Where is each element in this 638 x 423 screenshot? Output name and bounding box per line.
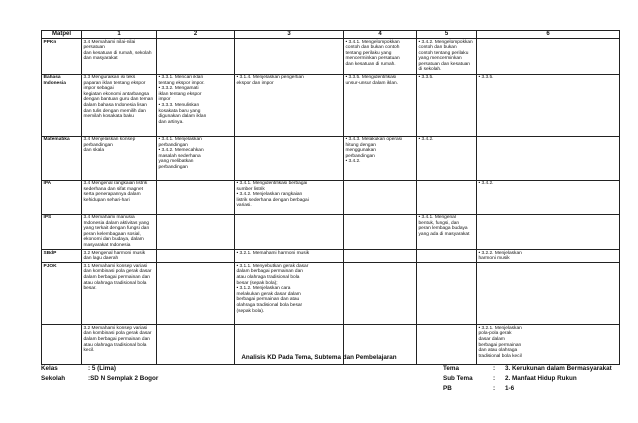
header-col-4: 4	[344, 31, 417, 39]
cell-text-line: olahraga tradisional bola besar	[236, 302, 303, 308]
cell-text-line: kosakata baru yang	[158, 108, 201, 114]
footer-tema-row	[443, 364, 612, 374]
table-header-row	[42, 31, 620, 39]
cell-text-line: • 3.4.2.	[345, 159, 361, 165]
cell-text-line: masyarakat Indonesia	[83, 243, 131, 249]
cell-col-4	[344, 250, 417, 263]
cell-text-line: dalam berbagai permainan dan	[236, 269, 303, 275]
cell-text-line: • 3.1.2. Menjelaskan cara	[236, 286, 291, 292]
subtema-value: 2. Manfaat Hidup Rukun	[505, 375, 577, 382]
subject-cell: SBdP	[42, 250, 82, 263]
sekolah-label: Sekolah	[41, 375, 66, 382]
cell-col-6	[477, 250, 620, 263]
cell-text-line: peran kelembagaan sosial,	[83, 231, 141, 237]
cell-text-line: • 3.2.1. Memahami harmoni musik	[236, 250, 310, 256]
cell-col-1	[82, 136, 157, 180]
cell-col-4	[344, 39, 417, 75]
table-row	[42, 180, 620, 214]
cell-text-line: persatuan dan kesatuan	[418, 61, 470, 67]
cell-text-line: dan kesatuan di rumah, sekolah	[83, 50, 152, 56]
kd-analysis-table	[41, 30, 620, 365]
cell-text-line: bentuk, fungsi, dan	[418, 220, 460, 226]
cell-text-line: mencerminkan persatuan	[345, 56, 400, 62]
cell-col-5	[417, 74, 477, 136]
cell-col-5	[417, 250, 477, 263]
cell-text-line: menggunakan	[345, 148, 376, 154]
cell-text-line: • 3.3.5.	[418, 75, 434, 81]
cell-text-line: listrik sederhana dengan berbagai	[236, 197, 309, 203]
cell-text-line: perbandingan	[158, 165, 188, 171]
subject-cell: Matematika	[42, 136, 82, 180]
cell-col-6	[477, 136, 620, 180]
cell-text-line: 3.2 Memahami konsep variasi	[83, 325, 148, 331]
table-caption: Analisis KD Pada Tema, Subtema dan Pembelajaran	[241, 354, 397, 361]
table-row	[42, 74, 620, 136]
cell-text-line: serta penerapannya dalam	[83, 192, 141, 198]
tema-value: 3. Kerukunan dalam Bermasyarakat	[505, 365, 612, 372]
cell-col-6	[477, 74, 620, 136]
cell-col-3	[235, 136, 344, 180]
cell-text-line: • 3.4.2. Mengelompokkan	[418, 39, 473, 45]
cell-text-line: hitung dengan	[345, 142, 376, 148]
cell-col-3	[235, 250, 344, 263]
subtema-label: Sub Tema	[443, 375, 473, 382]
cell-text-line: • 3.4.2.	[478, 181, 494, 187]
cell-text-line: 3.4 Memahami manusia	[83, 215, 135, 221]
cell-text-line: • 3.4.1. Mengidentifikasi berbagai	[236, 181, 308, 187]
cell-text-line: 3.3 Menguraikan isi teks	[83, 75, 136, 81]
cell-col-1	[82, 250, 157, 263]
sekolah-value: :SD N Semplak 2 Bogor	[88, 375, 159, 382]
cell-text-line: dasar dalam	[478, 337, 505, 342]
subject-cell: IPS	[42, 214, 82, 250]
cell-text-line: contoh tentang perilaku	[418, 50, 469, 56]
cell-text-line: peran lembaga budaya	[418, 226, 468, 232]
cell-col-6	[477, 180, 620, 214]
cell-text-line: yang melibatkan	[158, 159, 194, 165]
table-body	[42, 39, 620, 365]
tema-colon: :	[493, 365, 496, 372]
cell-text-line: contoh dan bukan contoh	[345, 45, 400, 51]
cell-text-line: impor	[158, 97, 171, 103]
cell-col-2	[157, 250, 235, 263]
cell-text-line: pola-pola gerak	[478, 331, 512, 337]
cell-text-line: sederhana dan sifat magnet	[83, 186, 143, 192]
cell-text-line: • 3.1.4. Menjelaskan pengertian	[236, 75, 304, 81]
cell-text-line: • 3.2.1. Menjelaskan	[478, 325, 522, 331]
header-col-1: 1	[82, 31, 157, 39]
cell-text-line: • 3.2.2. Menjelaskan	[478, 250, 522, 256]
cell-text-line: 3.4 Menjelaskan konsep	[83, 137, 136, 143]
subject-cell: Bahasa Indonesia	[42, 74, 82, 136]
header-col-5: 5	[417, 31, 477, 39]
footer-subtema-row	[443, 374, 612, 384]
table-row	[42, 39, 620, 75]
cell-col-2	[157, 136, 235, 180]
pb-colon: :	[493, 385, 496, 392]
cell-text-line: dan skala	[83, 148, 105, 154]
cell-text-line: • 3.3.2. Mengamati	[158, 86, 199, 92]
cell-col-6	[477, 263, 620, 325]
cell-col-3	[235, 214, 344, 250]
cell-col-1	[82, 263, 157, 325]
cell-col-1	[82, 39, 157, 75]
cell-text-line: dan lagu daerah	[83, 256, 119, 262]
cell-text-line: dalam berbagai permainan dan	[83, 337, 150, 342]
pb-label: PB	[443, 385, 452, 392]
cell-col-2	[157, 180, 235, 214]
header-matpel: Matpel	[42, 31, 82, 39]
cell-text-line: 3.1 Memahami konsep variasi	[83, 263, 148, 269]
cell-text-line: • 3.3.5. Mengidentifikasi	[345, 75, 397, 81]
cell-text-line: dan artinya.	[158, 119, 184, 125]
cell-text-line: dan atau olahraga	[478, 348, 518, 354]
cell-text-line: tentang perilaku yang	[345, 50, 392, 56]
cell-text-line: sumber listrik	[236, 186, 265, 192]
cell-text-line: kegiatan ekonomi antarbangsa	[83, 91, 150, 97]
cell-text-line: dalam bahasa Indonesia lisan	[83, 103, 147, 109]
tema-label: Tema	[443, 365, 459, 372]
cell-text-line: • 3.4.1. Mengelompokkan	[345, 39, 400, 45]
kelas-value: : 5 (Lima)	[88, 365, 116, 372]
cell-text-line: dan tulis dengan memilih dan	[83, 108, 146, 114]
footer-left	[41, 364, 158, 384]
cell-text-line: berbagai permainan dan atau	[236, 297, 300, 303]
cell-text-line: • 3.4.1. Menjelaskan	[158, 137, 202, 143]
footer-sekolah-row	[41, 374, 158, 384]
cell-col-4	[344, 74, 417, 136]
cell-text-line: tentang ekspor impor.	[158, 80, 205, 86]
cell-text-line: atau olahraga tradisional bola	[83, 280, 147, 286]
cell-text-line: • 3.4.1. Mengenal	[418, 215, 456, 221]
cell-col-3	[235, 180, 344, 214]
cell-text-line: 3.2 Mengenal harmoni musik	[83, 250, 146, 256]
cell-text-line: tradisional bola kecil	[478, 353, 522, 359]
cell-text-line: yang ada di masyarakat	[418, 231, 470, 237]
cell-text-line: (sepak bola).	[236, 308, 265, 314]
cell-text-line: • 3.3.5.	[478, 75, 494, 81]
table-row	[42, 136, 620, 180]
cell-text-line: iklan tentang ekspor	[158, 91, 202, 97]
cell-text-line: harmoni musik	[478, 256, 510, 262]
cell-text-line: masalah sederhana	[158, 153, 201, 159]
cell-text-line: kecil.	[83, 348, 95, 354]
cell-text-line: perbandingan	[83, 142, 113, 148]
cell-col-6	[477, 214, 620, 250]
cell-text-line: • 3.4.3. Melakukan operasi	[345, 137, 403, 143]
cell-text-line: impor sebagai	[83, 86, 114, 92]
table-row	[42, 214, 620, 250]
cell-col-4	[344, 180, 417, 214]
cell-col-2	[157, 39, 235, 75]
cell-text-line: • 3.3.1. Mencari iklan	[158, 75, 204, 81]
cell-text-line: di sekolah.	[418, 67, 442, 73]
cell-col-5	[417, 136, 477, 180]
cell-col-1	[82, 74, 157, 136]
cell-text-line: perbandingan	[345, 153, 375, 159]
cell-text-line: besar (sepak bola);	[236, 280, 278, 286]
cell-col-3	[235, 74, 344, 136]
cell-col-1	[82, 180, 157, 214]
cell-text-line: • 3.4.2. Memecahkan	[158, 148, 204, 154]
cell-text-line: digunakan dalam iklan	[158, 114, 207, 120]
cell-text-line: 3.4 Mengenal rangkaian listrik	[83, 181, 148, 187]
footer-right	[443, 364, 612, 394]
cell-text-line: atau olahraga tradisional bola	[236, 275, 300, 280]
cell-text-line: dan masyarakat	[83, 56, 118, 62]
cell-text-line: besar.	[83, 286, 97, 292]
cell-text-line: • 3.4.2.	[418, 137, 434, 143]
cell-col-1	[82, 214, 157, 250]
cell-col-3	[235, 263, 344, 325]
footer-kelas-row	[41, 364, 158, 374]
cell-text-line: • 3.4.2. Menjelaskan rangkaian	[236, 192, 303, 198]
header-col-6: 6	[477, 31, 620, 39]
cell-text-line: ekonomi dan budaya, dalam	[83, 237, 144, 243]
cell-text-line: ekspor dan impor	[236, 80, 274, 86]
cell-text-line: dalam berbagai permainan dan	[83, 275, 150, 280]
cell-text-line: berbagai permainan	[478, 342, 522, 348]
subject-cell: IPA	[42, 180, 82, 214]
cell-col-5	[417, 39, 477, 75]
cell-text-line: dan kombinasi pola gerak dasar	[83, 269, 152, 275]
cell-text-line: memilah kosakata baku	[83, 114, 134, 120]
cell-text-line: • 3.1.1. Menyebutkan gerak dasar	[236, 263, 309, 269]
cell-text-line: dan kombinasi pola gerak dasar	[83, 331, 152, 337]
kelas-label: Kelas	[41, 365, 58, 372]
cell-text-line: melakukan gerak dasar dalam	[236, 291, 301, 297]
cell-text-line: dengan bantuan guru dan teman	[83, 97, 154, 103]
cell-col-2	[157, 74, 235, 136]
cell-text-line: Indonesia dalam aktivitas yang	[83, 220, 150, 226]
cell-col-2	[157, 263, 235, 325]
cell-text-line: dan kesatuan di rumah.	[345, 61, 396, 67]
subject-cell: PPKn	[42, 39, 82, 75]
table-row	[42, 263, 620, 325]
header-col-2: 2	[157, 31, 235, 39]
subtema-colon: :	[493, 375, 496, 382]
cell-col-2	[157, 214, 235, 250]
cell-col-6	[477, 39, 620, 75]
cell-text-line: variasi.	[236, 203, 252, 209]
footer-pb-row	[443, 384, 612, 394]
cell-col-3	[235, 39, 344, 75]
cell-col-5	[417, 263, 477, 325]
cell-col-5	[417, 180, 477, 214]
cell-text-line: • 3.3.3. Menuliskan	[158, 103, 200, 109]
cell-text-line: kehidupan sehari-hari	[83, 197, 130, 203]
cell-text-line: yang terkait dengan fungsi dan	[83, 226, 150, 232]
cell-col-4	[344, 136, 417, 180]
pb-value: 1-6	[505, 385, 515, 392]
cell-text-line: atau olahraga tradisional bola	[83, 342, 147, 348]
cell-text-line: persatuan	[83, 45, 105, 51]
cell-text-line: contoh dan bukan	[418, 45, 457, 51]
cell-col-4	[344, 214, 417, 250]
cell-col-5	[417, 214, 477, 250]
table-row	[42, 250, 620, 263]
subject-cell: PJOK	[42, 263, 82, 325]
cell-text-line: yang mencerminkan	[418, 56, 462, 62]
cell-col-4	[344, 263, 417, 325]
cell-text-line: paparan iklan tentang ekspor	[83, 80, 146, 86]
cell-text-line: 3.4 Memahami nilai-nilai	[83, 39, 136, 45]
header-col-3: 3	[235, 31, 344, 39]
cell-text-line: unsur-unsur dalam iklan.	[345, 80, 399, 86]
cell-text-line: perbandingan	[158, 142, 188, 148]
